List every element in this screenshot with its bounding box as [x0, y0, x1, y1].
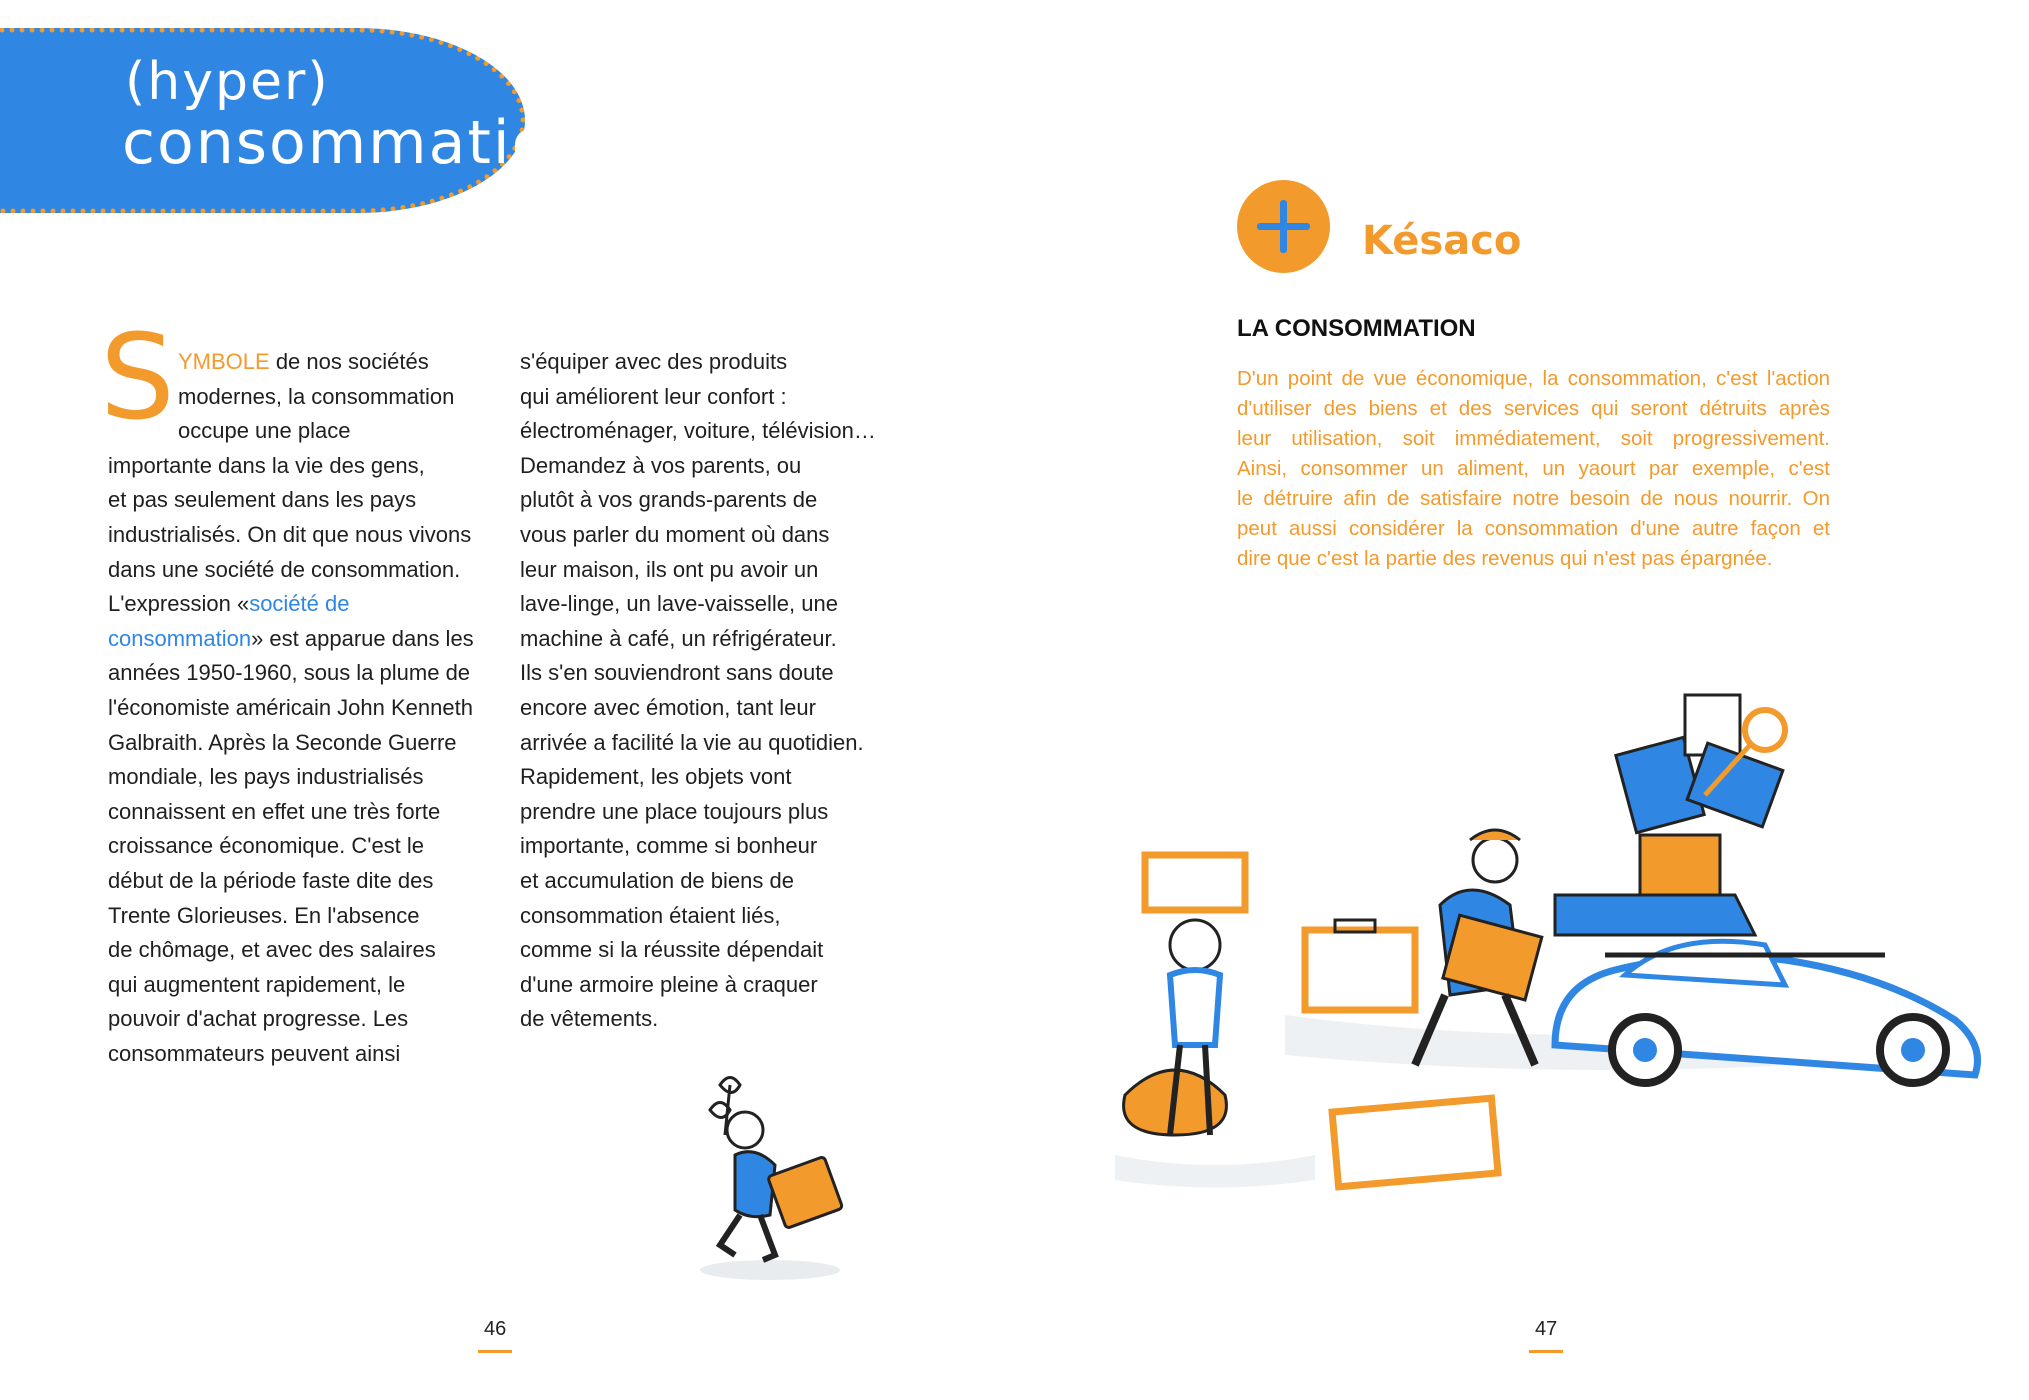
- text-line: l'économiste américain John Kenneth: [108, 694, 473, 720]
- text-line: et pas seulement dans les pays: [108, 487, 417, 513]
- definition-heading: LA CONSOMMATION: [1237, 315, 1476, 342]
- text-line: importante dans la vie des gens,: [108, 452, 425, 478]
- text-line: consommateurs peuvent ainsi: [108, 1040, 401, 1066]
- text-line: de vêtements.: [520, 1006, 659, 1032]
- box-title: Késaco: [1362, 218, 1522, 264]
- text-line: Demandez à vos parents, ou: [520, 452, 802, 478]
- text-line: prendre une place toujours plus: [520, 798, 829, 824]
- text-line: machine à café, un réfrigérateur.: [520, 625, 837, 651]
- definition-line: dire que c'est la partie des revenus qui n'est pas épargnée.: [1237, 547, 1773, 570]
- text-line: encore avec émotion, tant leur: [520, 694, 816, 720]
- definition-line: d'utiliser des biens et des services qui seront détruits après: [1237, 397, 1830, 420]
- text-line: » est apparue dans les: [251, 625, 474, 651]
- definition-text: [1237, 364, 1830, 574]
- text-line: qui améliorent leur confort :: [520, 383, 787, 409]
- text-line: L'expression «: [108, 591, 250, 617]
- family-loading-car-illustration: [1085, 655, 2000, 1200]
- definition-line: Ainsi, consommer un aliment, un yaourt par exemple, c'est: [1237, 457, 1830, 480]
- title-line-2: consommation: [122, 108, 591, 178]
- text-line: d'une armoire pleine à craquer: [520, 971, 818, 997]
- text-line: industrialisés. On dit que nous vivons: [108, 521, 472, 547]
- text-line: modernes, la consommation: [178, 383, 455, 409]
- definition-line: leur utilisation, soit immédiatement, soit progressivement.: [1237, 427, 1830, 450]
- title-line-1: (hyper): [125, 52, 330, 112]
- lead-word: YMBOLE: [178, 349, 270, 374]
- text-line: qui augmentent rapidement, le: [108, 971, 406, 997]
- text-line: Rapidement, les objets vont: [520, 764, 792, 790]
- plus-icon: [1237, 180, 1330, 273]
- text-line: croissance économique. C'est le: [108, 833, 425, 859]
- highlight-term: consommation: [108, 625, 252, 651]
- text-line: arrivée a facilité la vie au quotidien.: [520, 729, 864, 755]
- text-line: mondiale, les pays industrialisés: [108, 764, 424, 790]
- text-line: dans une société de consommation.: [108, 556, 461, 582]
- text-column-2: [520, 345, 900, 1037]
- text-line: années 1950-1960, sous la plume de: [108, 660, 471, 686]
- highlight-term: société de: [249, 591, 350, 617]
- text-column-1: [108, 345, 503, 1071]
- text-line: connaissent en effet une très forte: [108, 798, 441, 824]
- text-line: vous parler du moment où dans: [520, 521, 830, 547]
- text-line: pouvoir d'achat progresse. Les: [108, 1006, 409, 1032]
- child-with-suitcase-illustration: [680, 1065, 860, 1285]
- definition-line: peut aussi considérer la consommation d'une autre façon et: [1237, 517, 1830, 540]
- text-line: et accumulation de biens de: [520, 867, 794, 893]
- page-number-right: 47: [1535, 1318, 1558, 1340]
- text-line: lave-linge, un lave-vaisselle, une: [520, 591, 838, 617]
- definition-line: D'un point de vue économique, la consommation, c'est l'action: [1237, 367, 1830, 390]
- text-line: comme si la réussite dépendait: [520, 937, 824, 963]
- text-line: leur maison, ils ont pu avoir un: [520, 556, 819, 582]
- text-line: de chômage, et avec des salaires: [108, 937, 436, 963]
- text-line: consommation étaient liés,: [520, 902, 781, 928]
- definition-line: le détruire afin de satisfaire notre besoin de nous nourrir. On: [1237, 487, 1830, 510]
- text-line: Trente Glorieuses. En l'absence: [108, 902, 420, 928]
- text-line: plutôt à vos grands-parents de: [520, 487, 818, 513]
- text-line: occupe une place: [178, 418, 351, 444]
- text-line: électroménager, voiture, télévision…: [520, 418, 876, 444]
- text-line: de nos sociétés: [269, 349, 429, 374]
- text-line: Galbraith. Après la Seconde Guerre: [108, 729, 457, 755]
- text-line: début de la période faste dite des: [108, 867, 434, 893]
- text-line: Ils s'en souviendront sans doute: [520, 660, 834, 686]
- text-line: importante, comme si bonheur: [520, 833, 818, 859]
- page-number-left: 46: [484, 1318, 507, 1340]
- drop-cap: S: [100, 308, 175, 446]
- text-line: s'équiper avec des produits: [520, 349, 788, 374]
